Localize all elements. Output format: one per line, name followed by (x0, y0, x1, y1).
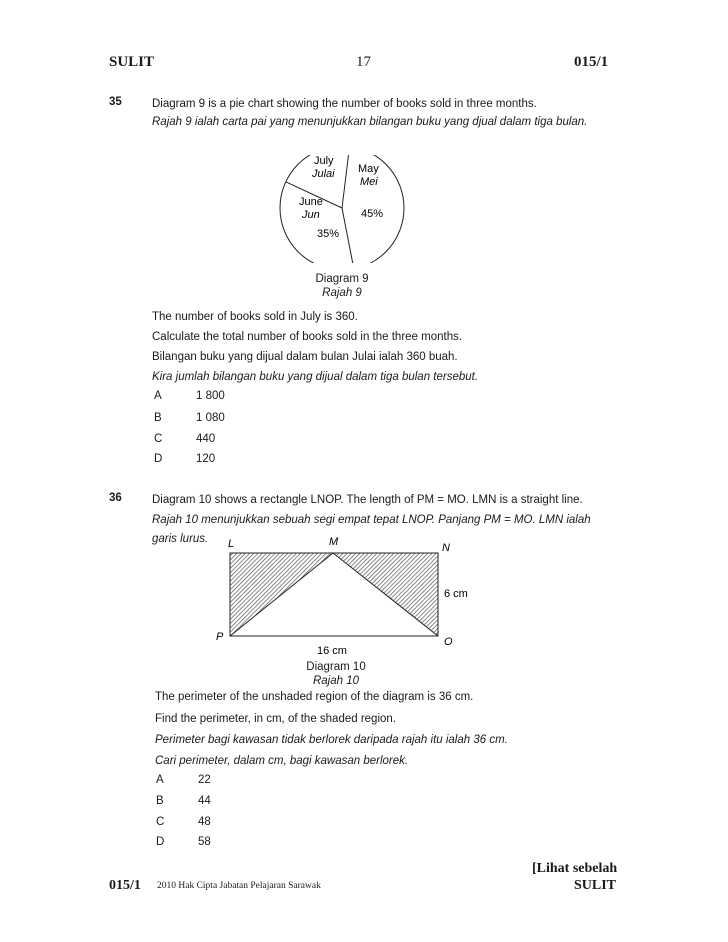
diagram-10-caption-en: Diagram 10 (306, 661, 366, 673)
slice-label-june: June (299, 196, 323, 208)
q35-option-a[interactable] (154, 390, 225, 402)
option-letter: C (154, 433, 163, 445)
footer-copyright: 2010 Hak Cipta Jabatan Pelajaran Sarawak (157, 881, 321, 891)
vertex-label-o: O (444, 636, 453, 648)
diagram-9-caption (298, 272, 386, 300)
question-35-line2-ms: Kira jumlah bilangan buku yang dijual dalam tiga bulan tersebut. (152, 371, 479, 383)
question-36-intro-ms-1: Rajah 10 menunjukkan sebuah segi empat tepat LNOP. Panjang PM = MO. LMN ialah (152, 514, 591, 526)
diagram-10-caption (294, 660, 378, 688)
pie-radius-may-june (342, 208, 354, 263)
q35-option-b[interactable] (154, 412, 225, 424)
option-letter: B (156, 795, 164, 807)
slice-label-jun: Jun (302, 209, 320, 221)
question-36-line2-ms: Cari perimeter, dalam cm, bagi kawasan berlorek. (155, 755, 409, 767)
page-number: 17 (356, 54, 371, 70)
vertex-label-m: M (329, 536, 339, 548)
option-value: 58 (198, 836, 211, 848)
question-35-intro-en: Diagram 9 is a pie chart showing the number of books sold in three months. (152, 98, 537, 110)
slice-label-may: May (358, 163, 379, 175)
header-sulit: SULIT (109, 54, 155, 70)
question-36-line1-ms: Perimeter bagi kawasan tidak berlorek daripada rajah itu ialah 36 cm. (155, 734, 508, 746)
option-letter: A (156, 774, 164, 786)
q36-option-d[interactable] (156, 836, 211, 848)
pie-radius-july-may (342, 155, 350, 208)
diagram-9-caption-en: Diagram 9 (315, 273, 369, 285)
question-35-line1-ms: Bilangan buku yang dijual dalam bulan Julai ialah 360 buah. (152, 351, 458, 363)
option-value: 22 (198, 774, 211, 786)
question-35-line1-en: The number of books sold in July is 360. (152, 311, 358, 323)
option-value: 48 (198, 816, 211, 828)
diagram-9-caption-ms: Rajah 9 (322, 287, 362, 299)
vertex-label-p: P (216, 631, 224, 643)
slice-label-julai: Julai (312, 168, 335, 180)
rectangle-diagram (210, 533, 470, 661)
option-value: 1 800 (196, 390, 225, 402)
option-value: 44 (198, 795, 211, 807)
slice-value-june: 35% (317, 228, 340, 240)
question-35-number: 35 (109, 96, 122, 108)
q35-option-c[interactable] (154, 433, 215, 445)
slice-label-mei: Mei (360, 176, 378, 188)
question-36-line2-en: Find the perimeter, in cm, of the shaded region. (155, 713, 396, 725)
width-label: 16 cm (317, 645, 347, 657)
option-letter: B (154, 412, 162, 424)
q36-option-c[interactable] (156, 816, 211, 828)
option-value: 120 (196, 453, 216, 465)
q36-option-b[interactable] (156, 795, 211, 807)
vertex-label-l: L (228, 538, 235, 550)
option-letter: D (154, 453, 163, 465)
diagram-10-caption-ms: Rajah 10 (312, 675, 360, 687)
question-36-intro-en: Diagram 10 shows a rectangle LNOP. The length of PM = MO. LMN is a straight line. (152, 494, 583, 506)
slice-label-july: July (314, 155, 334, 167)
question-36-line1-en: The perimeter of the unshaded region of the diagram is 36 cm. (155, 691, 474, 703)
pie-chart (278, 155, 406, 263)
option-letter: C (156, 816, 165, 828)
footer-code: 015/1 (109, 878, 141, 893)
height-label: 6 cm (444, 588, 468, 600)
option-value: 440 (196, 433, 216, 445)
header-code: 015/1 (574, 54, 609, 70)
question-36-intro-ms-2: garis lurus. (152, 533, 209, 545)
slice-value-may: 45% (361, 208, 384, 220)
footer-sulit: SULIT (574, 878, 617, 893)
option-letter: A (154, 390, 162, 402)
q35-option-d[interactable] (154, 453, 215, 465)
question-36-number: 36 (109, 492, 122, 504)
footer-next-page: [Lihat sebelah (532, 861, 618, 876)
option-letter: D (156, 836, 165, 848)
question-35-intro-ms: Rajah 9 ialah carta pai yang menunjukkan bilangan buku yang djual dalam tiga bulan. (152, 116, 588, 128)
q36-option-a[interactable] (156, 774, 211, 786)
option-value: 1 080 (196, 412, 225, 424)
question-35-line2-en: Calculate the total number of books sold in the three months. (152, 331, 463, 343)
vertex-label-n: N (442, 542, 450, 554)
